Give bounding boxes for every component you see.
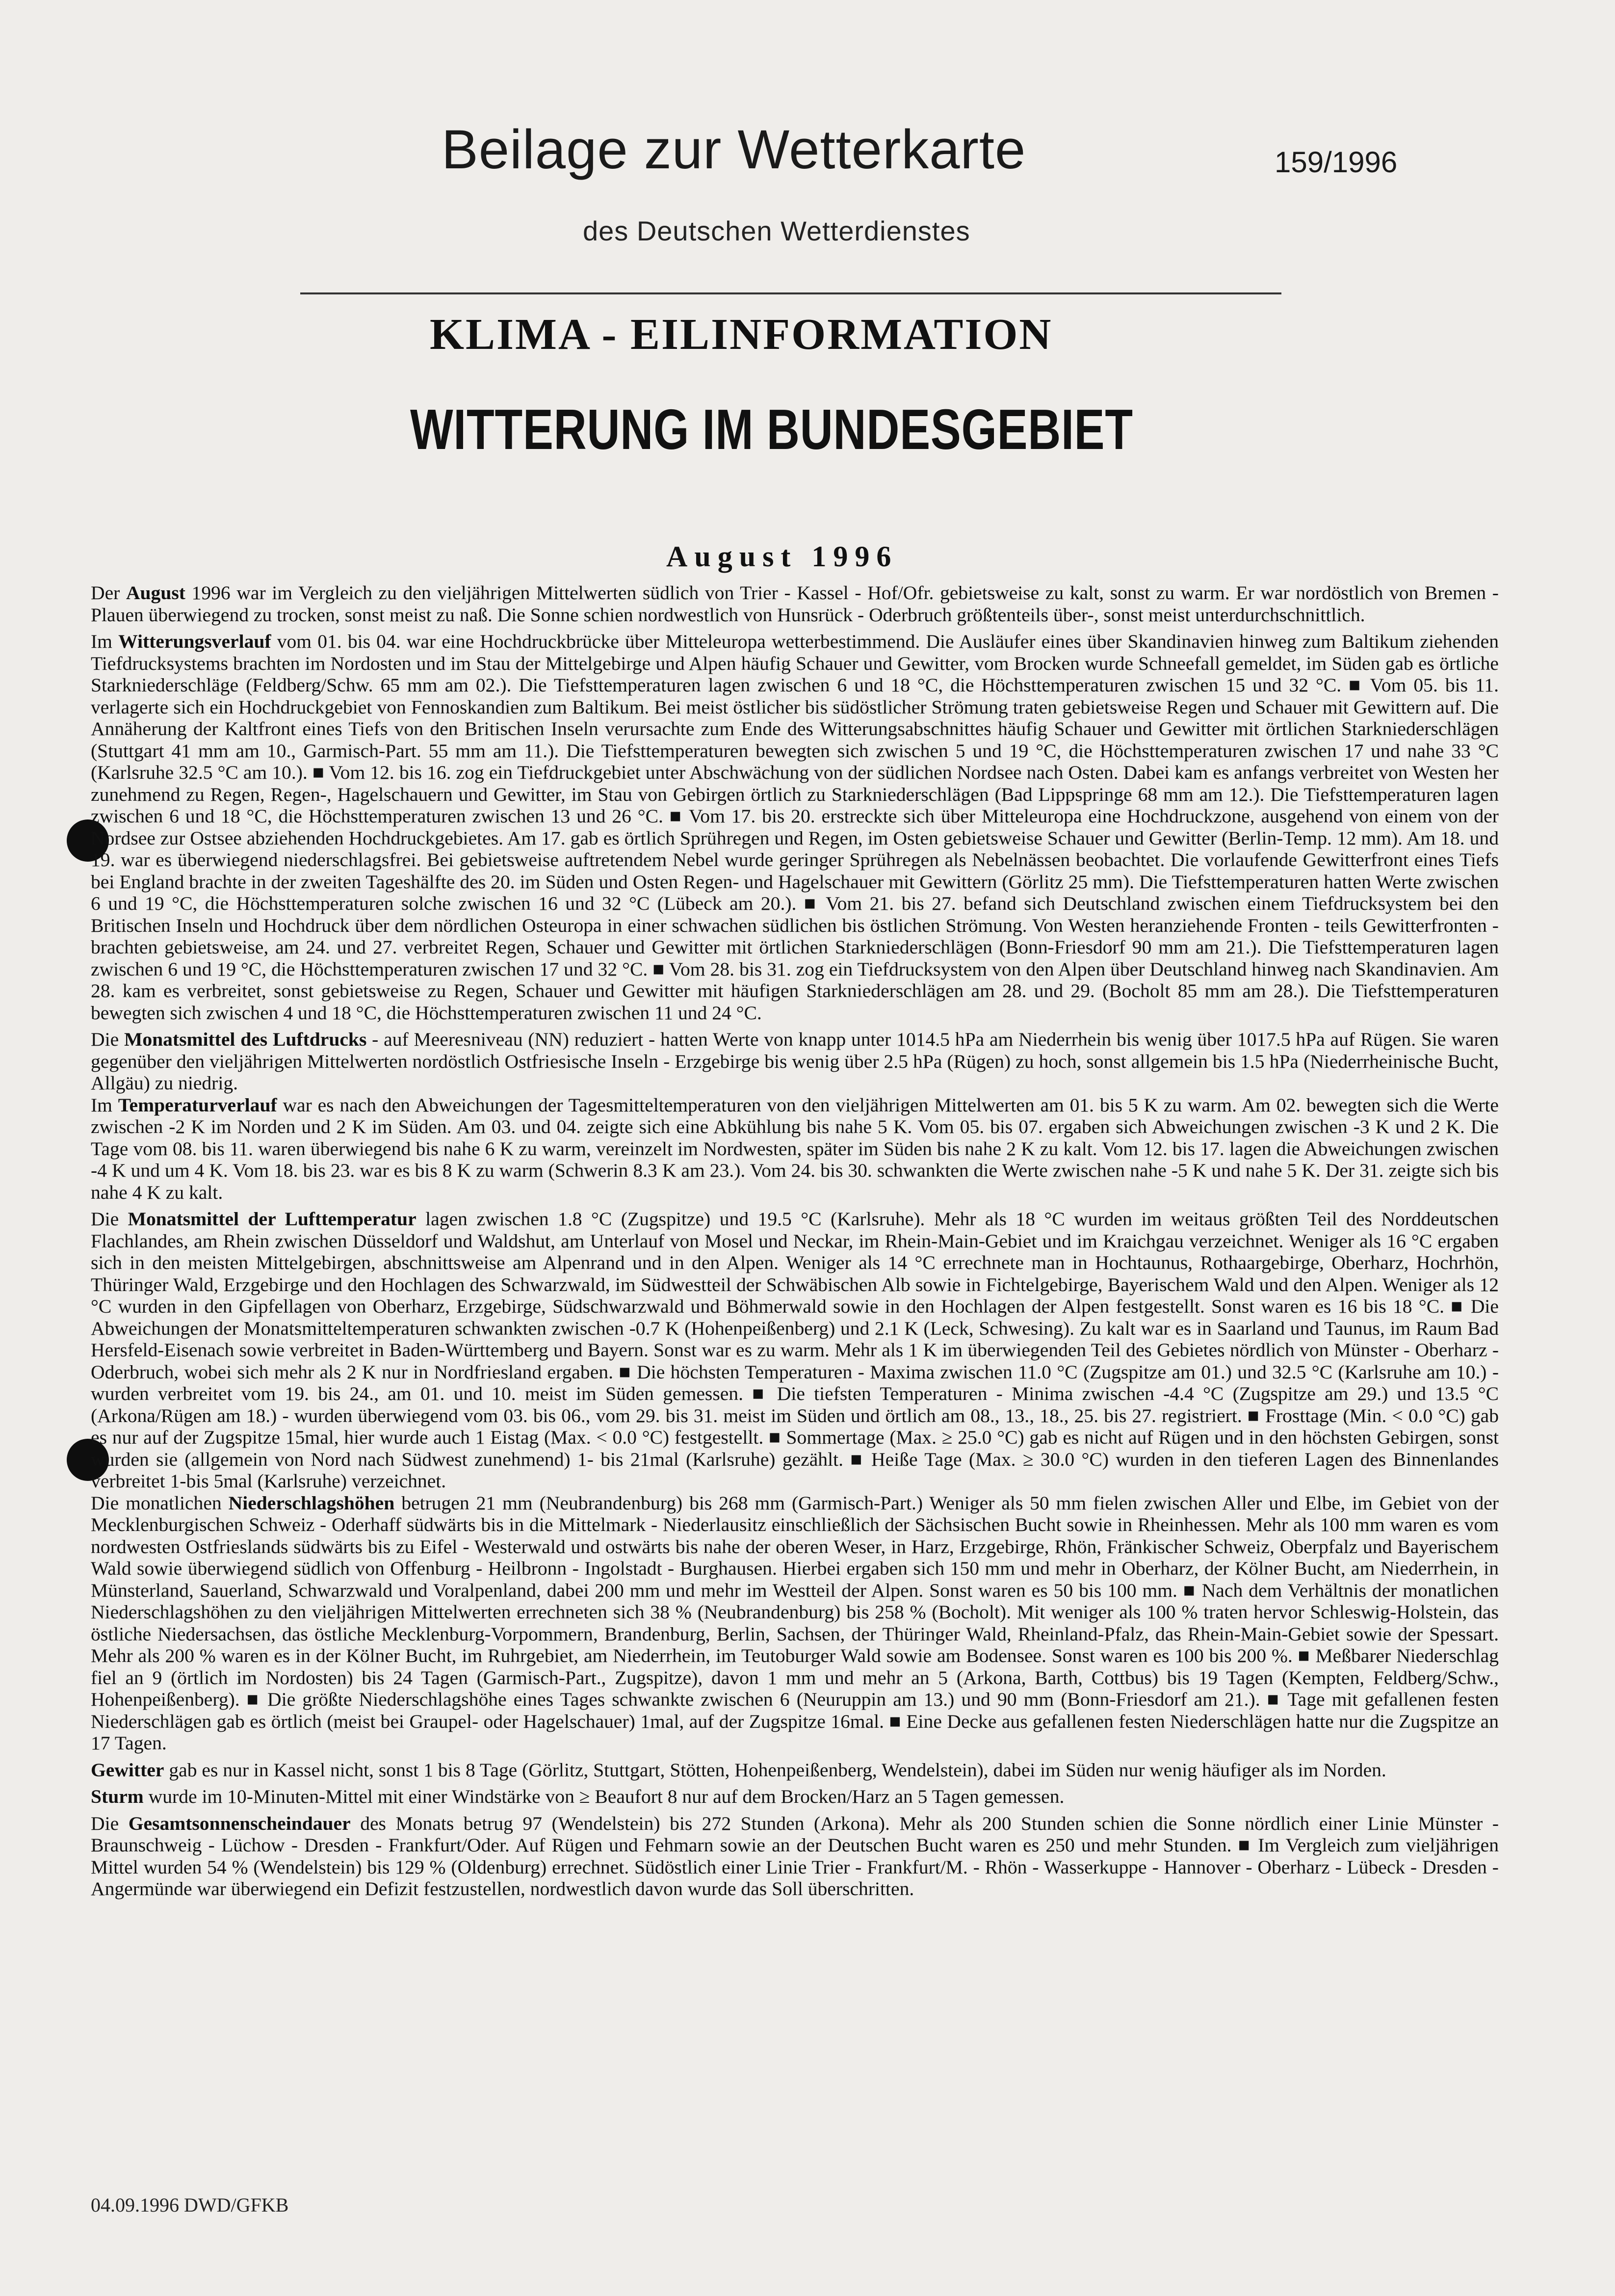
report-month: August 1996 <box>666 540 898 573</box>
section-title: KLIMA - EILINFORMATION <box>430 310 1053 359</box>
term-august: August <box>126 582 185 604</box>
term-sturm: Sturm <box>91 1786 144 1807</box>
publication-subtitle: des Deutschen Wetterdienstes <box>583 215 970 246</box>
issue-number: 159/1996 <box>1275 146 1398 179</box>
term-sonnenschein: Gesamtsonnenscheindauer <box>128 1812 351 1834</box>
term-temperaturverlauf: Temperaturverlauf <box>118 1094 277 1116</box>
publication-title: Beilage zur Wetterkarte <box>442 119 1026 180</box>
term-gewitter: Gewitter <box>91 1759 164 1781</box>
term-luftdruck: Monatsmittel des Luftdrucks <box>124 1029 367 1050</box>
paragraph-temperaturverlauf: Im Temperaturverlauf war es nach den Abweichungen der Tagesmitteltemperaturen von den vieljährigen Mittelwerten am 01. bis 5 K zu warm. Am 02. bewegten sich die Werte zwischen -2 K im Norden und 2 K im Süden. Am 03. und 04. zeigte sich eine Abkühlung bis nahe 5 K. Vom 05. bis 07. ergaben sich Abweichungen zwischen -3 K und 2 K. Die Tage vom 08. bis 11. waren überwiegend bis nahe 6 K zu warm, vereinzelt im Nordwesten, später im Süden bis nahe 2 K zu kalt. Vom 12. bis 17. lagen die Abweichungen zwischen -4 K und um 4 K. Vom 18. bis 23. war es bis 8 K zu warm (Schwerin 8.3 K am 23.). Vom 24. bis 30. schwankten die Werte zwischen nahe -5 K und nahe 5 K. Der 31. zeigte sich bis nahe 4 K zu kalt. <box>91 1094 1499 1203</box>
paragraph-luftdruck: Die Monatsmittel des Luftdrucks - auf Meeresniveau (NN) reduziert - hatten Werte von knapp unter 1014.5 hPa am Niederrhein bis wenig über 1017.5 hPa auf Rügen. Sie waren gegenüber den vieljährigen Mittelwerten nordöstlich Ostfriesische Inseln - Erzgebirge bis wenig über 2.5 hPa (Rügen) zu hoch, sonst allgemein bis 1.5 hPa (Niederrheinische Bucht, Allgäu) zu niedrig. <box>91 1029 1499 1094</box>
paragraph-sonnenschein: Die Gesamtsonnenscheindauer des Monats betrug 97 (Wendelstein) bis 272 Stunden (Arkona). Mehr als 200 Stunden schien die Sonne nördlich einer Linie Münster - Braunschweig - Lüchow - Dresden - Frankfurt/Oder. Auf Rügen und Fehmarn sowie an der Deutschen Bucht waren es 250 und mehr Stunden. ■ Im Vergleich zum vieljährigen Mittel wurden 54 % (Wendelstein) bis 129 % (Oldenburg) errechnet. Südöstlich einer Linie Trier - Frankfurt/M. - Rhön - Wasserkuppe - Hannover - Oberharz - Lübeck - Dresden - Angermünde war überwiegend ein Defizit festzustellen, nordwestlich davon wurde das Soll überschritten. <box>91 1812 1499 1900</box>
paragraph-witterungsverlauf: Im Witterungsverlauf vom 01. bis 04. war eine Hochdruckbrücke über Mitteleuropa wetterbestimmend. Die Ausläufer eines über Skandinavien hinweg zum Baltikum ziehenden Tiefdrucksystems brachten im Nordosten und im Stau der Mittelgebirge und Alpen häufig Schauer und Gewitter, vom Brocken wurde Schneefall gemeldet, im Süden gab es örtliche Starkniederschläge (Feldberg/Schw. 65 mm am 02.). Die Tiefsttemperaturen lagen zwischen 6 und 18 °C, die Höchsttemperaturen zwischen 15 und 32 °C. ■ Vom 05. bis 11. verlagerte sich ein Hochdruckgebiet von Fennoskandien zum Baltikum. Bei meist östlicher bis südöstlicher Strömung traten gebietsweise Regen und Schauer mit Gewittern auf. Die Annäherung der Kaltfront eines Tiefs von den Britischen Inseln verursachte zum Ende des Witterungsabschnittes häufig Schauer und Gewitter mit örtlichen Starkniederschlägen (Stuttgart 41 mm am 10., Garmisch-Part. 55 mm am 11.). Die Tiefsttemperaturen bewegten sich zwischen 5 und 19 °C, die Höchsttemperaturen zwischen 17 und nahe 33 °C (Karlsruhe 32.5 °C am 10.). ■ Vom 12. bis 16. zog ein Tiefdruckgebiet unter Abschwächung von der südlichen Nordsee nach Osten. Dabei kam es anfangs verbreitet von Westen her zunehmend zu Regen, Regen-, Hagelschauern und Gewitter, im Stau von Gebirgen örtlich zu Starkniederschlägen (Bad Lippspringe 68 mm am 12.). Die Tiefsttemperaturen lagen zwischen 6 und 18 °C, die Höchsttemperaturen zwischen 13 und 26 °C. ■ Vom 17. bis 20. erstreckte sich über Mitteleuropa eine Hochdruckzone, ausgehend von einem von der Nordsee zur Ostsee abziehenden Hochdruckgebietes. Am 17. gab es örtlich Sprühregen und Regen, im Osten gebietsweise Schauer und Gewitter (Berlin-Temp. 12 mm). Am 18. und 19. war es überwiegend niederschlagsfrei. Bei gebietsweise auftretendem Nebel wurde geringer Sprühregen als Nebelnässen beobachtet. Die vorlaufende Gewitterfront eines Tiefs bei England brachte in der zweiten Tageshälfte des 20. im Süden und Osten Regen- und Hagelschauer mit Gewittern (Görlitz 25 mm). Die Tiefsttemperaturen hatten Werte zwischen 6 und 19 °C, die Höchsttemperaturen solche zwischen 16 und 32 °C (Lübeck am 20.). ■ Vom 21. bis 27. befand sich Deutschland zwischen einem Tiefdrucksystem bei den Britischen Inseln und Hochdruck über dem nördlichen Osteuropa in einer schwachen südlichen bis östlichen Strömung. Von Westen heranziehende Fronten - teils Gewitterfronten - brachten gebietsweise, am 24. und 27. verbreitet Regen, Schauer und Gewitter mit örtlichen Starkniederschlägen (Bonn-Friesdorf 90 mm am 21.). Die Tiefsttemperaturen lagen zwischen 6 und 19 °C, die Höchsttemperaturen zwischen 17 und 32 °C. ■ Vom 28. bis 31. zog ein Tiefdrucksystem von den Alpen über Deutschland hinweg nach Skandinavien. Am 28. kam es verbreitet, sonst gebietsweise zu Regen, Schauer und Gewitter mit häufigen Starkniederschlägen am 28. und 29. (Bocholt 85 mm am 28.). Die Tiefsttemperaturen bewegten sich zwischen 4 und 18 °C, die Höchsttemperaturen zwischen 11 und 24 °C. <box>91 631 1499 1024</box>
paragraph-niederschlag: Die monatlichen Niederschlagshöhen betrugen 21 mm (Neubrandenburg) bis 268 mm (Garmisch-Part.) Weniger als 50 mm fielen zwischen Aller und Elbe, im Gebiet von der Mecklenburgischen Schweiz - Oderhaff südwärts bis in die Mittelmark - Niederlausitz einschließlich der Sächsischen Bucht sowie in Rheinhessen. Mehr als 100 mm waren es vom nordwesten Ostfrieslands südwärts bis zu Eifel - Westerwald und ostwärts bis nahe der oberen Weser, in Harz, Erzgebirge, Rhön, Fränkischer Schweiz, Oberpfalz und Bayerischem Wald sowie überwiegend südlich von Offenburg - Heilbronn - Ingolstadt - Burghausen. Hierbei ergaben sich 150 mm und mehr in Oberharz, der Kölner Bucht, am Niederrhein, in Münsterland, Sauerland, Schwarzwald und Voralpenland, dabei 200 mm und mehr im Westteil der Alpen. Sonst waren es 50 bis 100 mm. ■ Nach dem Verhältnis der monatlichen Niederschlagshöhen zu den vieljährigen Mittelwerten errechneten sich 38 % (Neubrandenburg) bis 258 % (Bocholt). Mit weniger als 100 % traten hervor Schleswig-Holstein, das östliche Niedersachsen, das östliche Mecklenburg-Vorpommern, Brandenburg, Berlin, Sachsen, der Thüringer Wald, Rheinland-Pfalz, das Rhein-Main-Gebiet sowie der Spessart. Mehr als 200 % waren es in der Kölner Bucht, im Ruhrgebiet, am Niederrhein, im Teutoburger Wald sowie am Bodensee. Sonst waren es 100 bis 200 %. ■ Meßbarer Niederschlag fiel an 9 (örtlich im Nordosten) bis 24 Tagen (Garmisch-Part., Zugspitze), davon 1 mm und mehr an 5 (Arkona, Barth, Cottbus) bis 19 Tagen (Kempten, Feldberg/Schw., Hohenpeißenberg). ■ Die größte Niederschlagshöhe eines Tages schwankte zwischen 6 (Neuruppin am 13.) und 90 mm (Bonn-Friesdorf am 21.). ■ Tage mit gefallenen festen Niederschlägen gab es örtlich (meist bei Graupel- oder Hagelschauer) 1mal, auf der Zugspitze 16mal. ■ Eine Decke aus gefallenen festen Niederschlägen hatte nur die Zugspitze an 17 Tagen. <box>91 1492 1499 1754</box>
paragraph-lufttemperatur: Die Monatsmittel der Lufttemperatur lagen zwischen 1.8 °C (Zugspitze) und 19.5 °C (Karlsruhe). Mehr als 18 °C wurden im weitaus größten Teil des Norddeutschen Flachlandes, am Rhein zwischen Düsseldorf und Waldshut, am Unterlauf von Mosel und Neckar, im Rhein-Main-Gebiet und im Kraichgau verzeichnet. Weniger als 16 °C ergaben sich in den meisten Mittelgebirgen, abschnittsweise am Alpenrand und in den Alpen. Weniger als 14 °C errechnete man in Hochtaunus, Rothaargebirge, Oberharz, Hochrhön, Thüringer Wald, Erzgebirge und den Hochlagen des Schwarzwald, im Südwestteil der Schwäbischen Alb sowie in Fichtelgebirge, Bayerischem Wald und den Alpen. Weniger als 12 °C wurden in den Gipfellagen von Oberharz, Erzgebirge, Südschwarzwald und Böhmerwald sowie in den Hochlagen der Alpen festgestellt. Sonst waren es 16 bis 18 °C. ■ Die Abweichungen der Monatsmitteltemperaturen schwankten zwischen -0.7 K (Hohenpeißenberg) und 2.1 K (Leck, Schwesing). Zu kalt war es in Saarland und Taunus, im Raum Bad Hersfeld-Eisenach sowie verbreitet in Baden-Württemberg und Bayern. Sonst war es zu warm. Mehr als 1 K im überwiegenden Teil des Gebietes nördlich von Münster - Oberharz - Oderbruch, wobei sich mehr als 2 K nur in Nordfriesland ergaben. ■ Die höchsten Temperaturen - Maxima zwischen 11.0 °C (Zugspitze am 01.) und 32.5 °C (Karlsruhe am 10.) - wurden verbreitet vom 19. bis 24., am 01. und 10. meist im Süden gemessen. ■ Die tiefsten Temperaturen - Minima zwischen -4.4 °C (Zugspitze am 29.) und 13.5 °C (Arkona/Rügen am 18.) - wurden überwiegend vom 03. bis 06., vom 29. bis 31. meist im Süden und örtlich am 08., 13., 18., 25. bis 27. registriert. ■ Frosttage (Min. < 0.0 °C) gab es nur auf der Zugspitze 15mal, hier wurde auch 1 Eistag (Max. < 0.0 °C) festgestellt. ■ Sommertage (Max. ≥ 25.0 °C) gab es nicht auf Rügen und in den höchsten Gebirgen, sonst wurden sie (allgemein von Nord nach Südwest zunehmend) 1- bis 21mal (Karlsruhe) gezählt. ■ Heiße Tage (Max. ≥ 30.0 °C) wurden in den tieferen Lagen des Binnenlandes verbreitet 1-bis 5mal (Karlsruhe) verzeichnet. <box>91 1208 1499 1492</box>
paragraph-gewitter: Gewitter gab es nur in Kassel nicht, sonst 1 bis 8 Tage (Görlitz, Stuttgart, Stötten, Hohenpeißenberg, Wendelstein), dabei im Süden nur wenig häufiger als im Norden. <box>91 1759 1386 1781</box>
header-divider <box>300 292 1281 294</box>
footer-date-code: 04.09.1996 DWD/GFKB <box>91 2194 289 2216</box>
main-title: WITTERUNG IM BUNDESGEBIET <box>410 397 1133 461</box>
report-body <box>91 582 1499 1905</box>
term-witterungsverlauf: Witterungsverlauf <box>118 631 271 652</box>
paragraph-sturm: Sturm wurde im 10-Minuten-Mittel mit einer Windstärke von ≥ Beaufort 8 nur auf dem Brocken/Harz an 5 Tagen gemessen. <box>91 1786 1065 1807</box>
term-lufttemperatur: Monatsmittel der Lufttemperatur <box>128 1208 417 1230</box>
paragraph-summary: Der August 1996 war im Vergleich zu den vieljährigen Mittelwerten südlich von Trier - Kassel - Hof/Ofr. gebietsweise zu kalt, sonst zu warm. Er war nordöstlich von Bremen - Plauen überwiegend zu trocken, sonst meist zu naß. Die Sonne schien nordwestlich von Hunsrück - Oderbruch größtenteils über-, sonst meist unterdurchschnittlich. <box>91 582 1499 626</box>
term-niederschlag: Niederschlagshöhen <box>228 1492 395 1514</box>
